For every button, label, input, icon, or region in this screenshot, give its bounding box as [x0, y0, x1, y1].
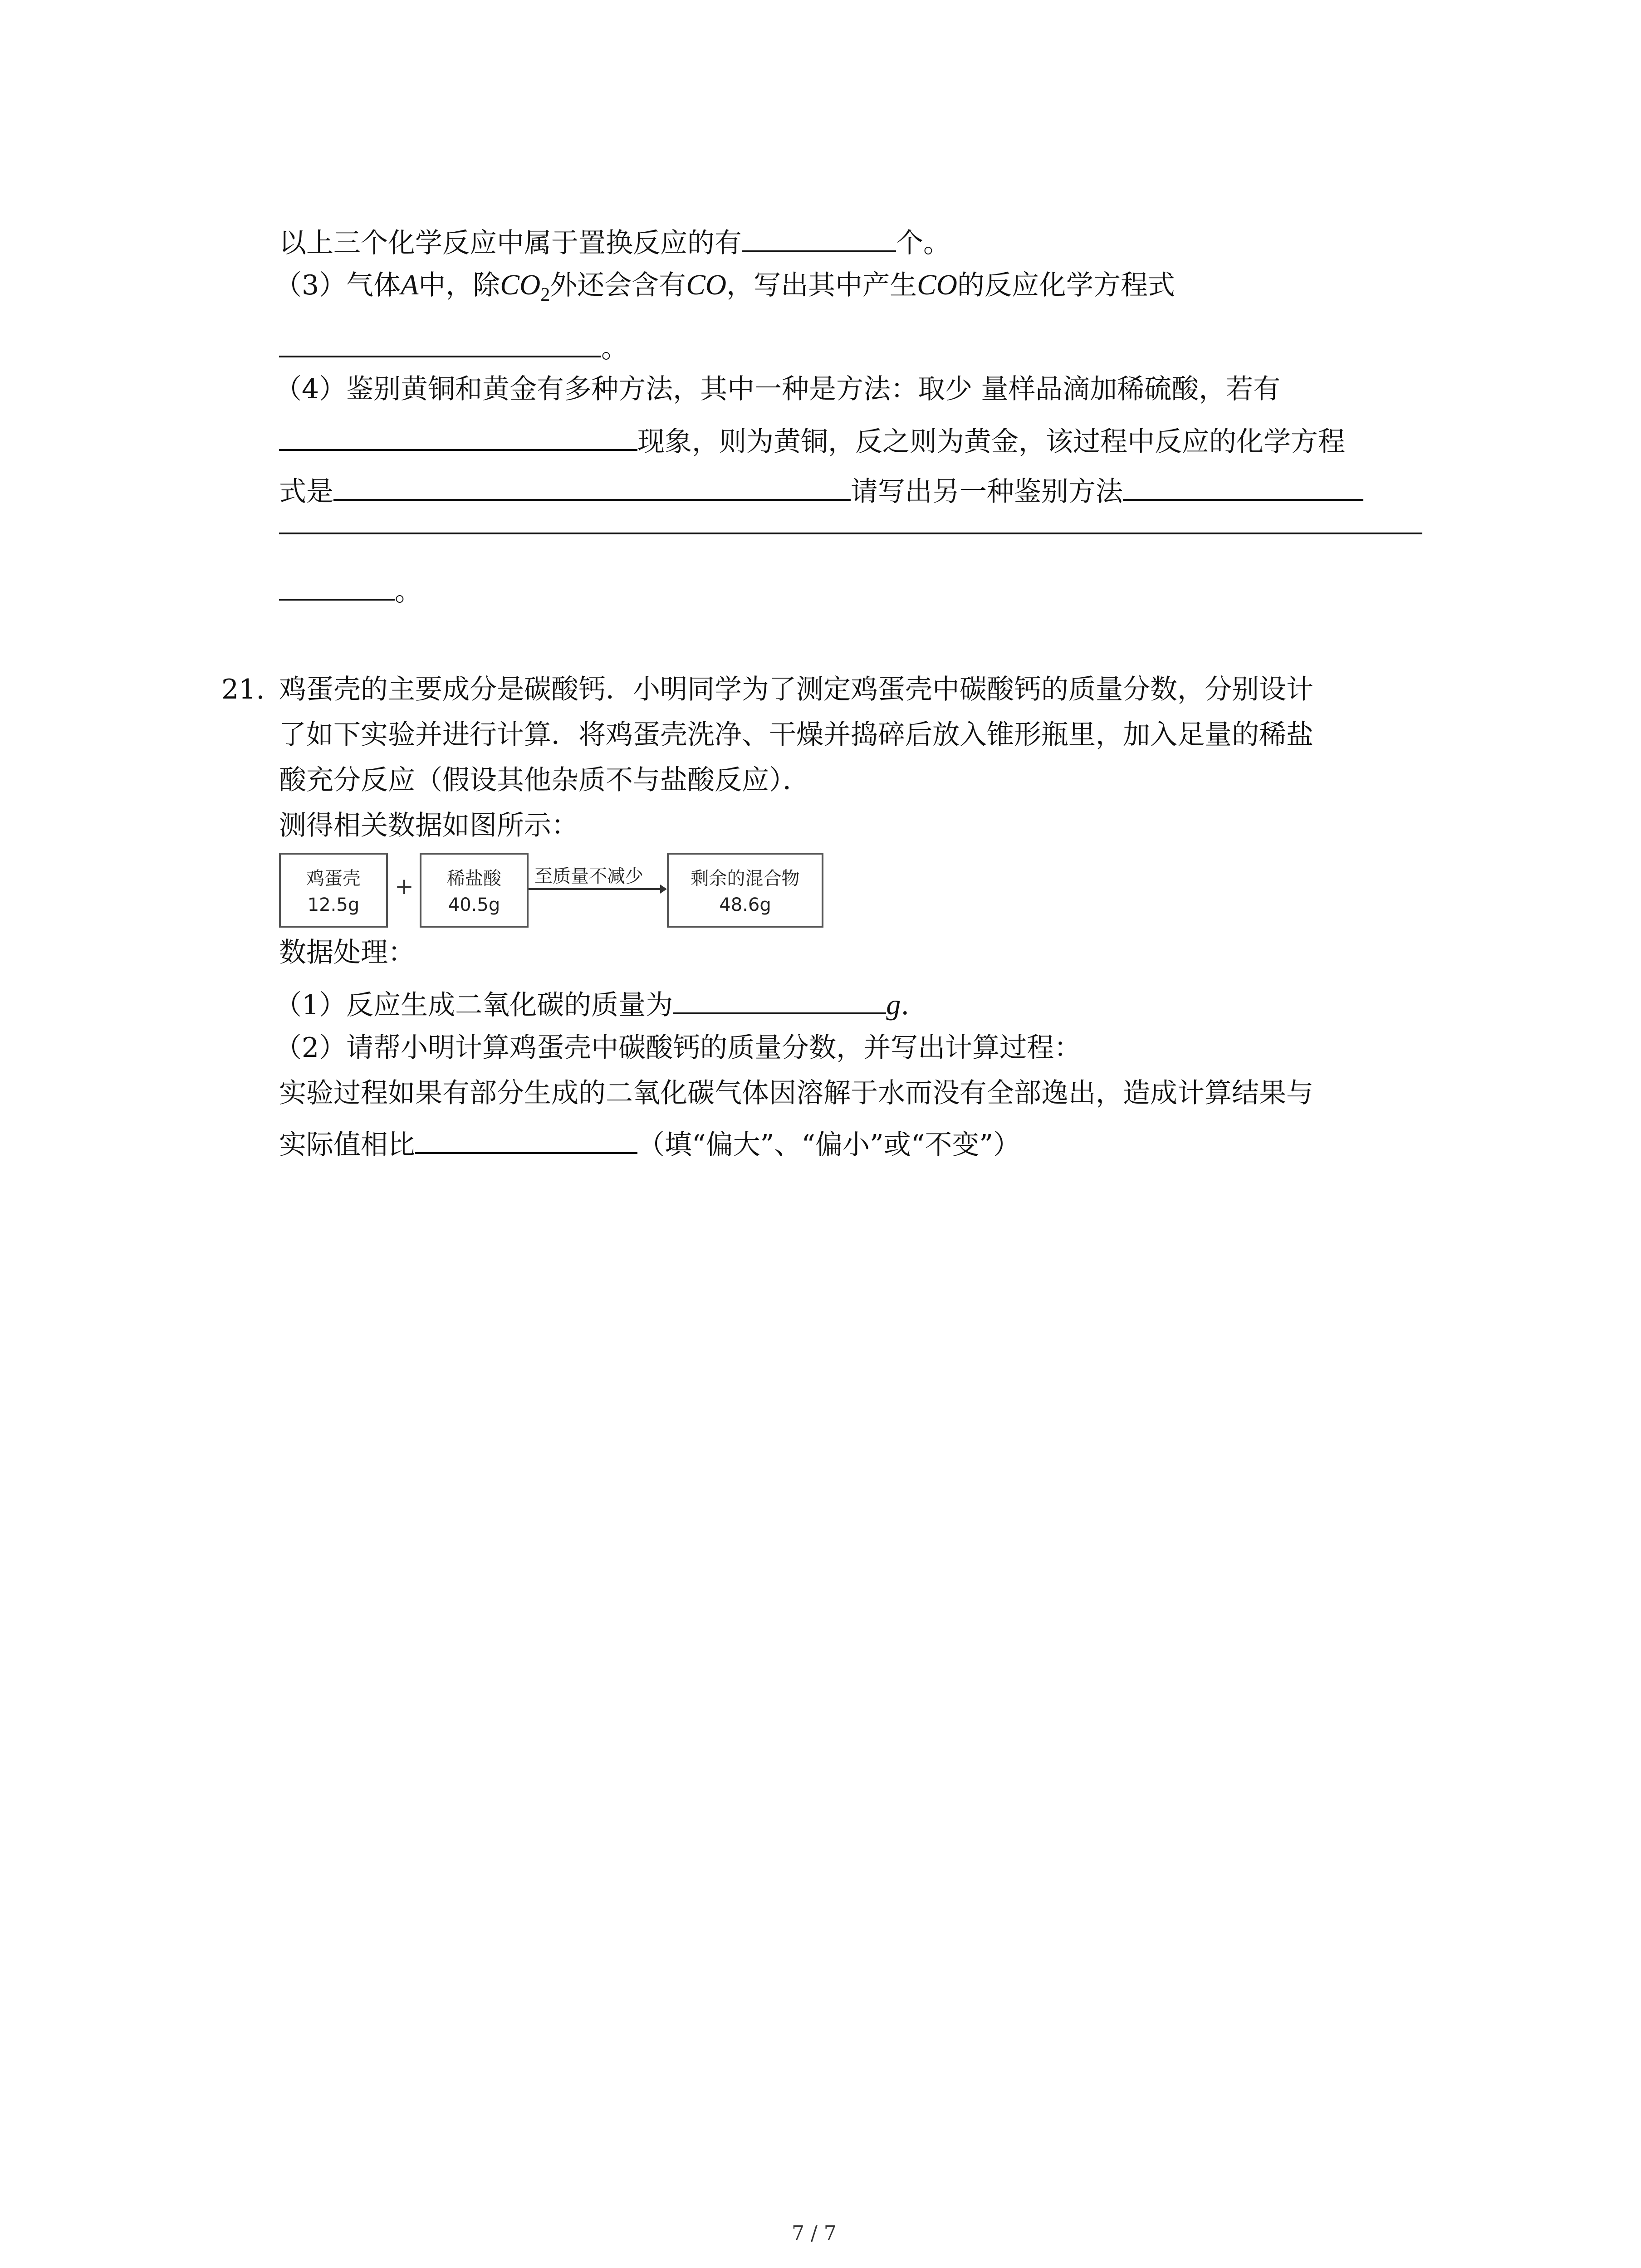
math-A: A [401, 269, 419, 301]
text: 以上三个化学反应中属于置换反应的有 [279, 227, 742, 259]
text: 请写出另一种鉴别方法 [851, 476, 1123, 508]
answer-blank[interactable] [279, 571, 395, 601]
math-co2 [500, 269, 550, 305]
text: 外还会含有 [550, 269, 686, 301]
q21-part-2: （2）请帮小明计算鸡蛋壳中碳酸钙的质量分数，并写出计算过程： [274, 1032, 1082, 1064]
eggshell-mass: 12.5g [307, 894, 360, 915]
question-part-4 [274, 371, 1280, 407]
text: . [901, 989, 910, 1021]
mixture-mass: 48.6g [719, 894, 771, 915]
q21-text-2: 了如下实验并进行计算．将鸡蛋壳洗净、干燥并捣碎后放入锥形瓶里，加入足量的稀盐 [279, 719, 1313, 751]
arrow-icon [529, 880, 667, 898]
answer-blank[interactable] [1123, 471, 1363, 501]
q21-text-3: 酸充分反应（假设其他杂质不与盐酸反应）． [279, 764, 810, 796]
data-processing-label: 数据处理： [279, 937, 415, 968]
arrow-label: 至质量不减少 [534, 866, 643, 887]
page-number: 7 / 7 [792, 2222, 837, 2245]
answer-blank[interactable] [742, 222, 896, 252]
plus-sign: + [395, 873, 414, 899]
answer-line-end [279, 571, 422, 610]
text: 中，除 [418, 269, 500, 301]
q21-part-4 [279, 1124, 1020, 1163]
eggshell-label: 鸡蛋壳 [306, 868, 361, 889]
answer-line-equation [279, 327, 628, 367]
q21-text-4: 测得相关数据如图所示： [279, 810, 578, 841]
fill-line-q3-count [279, 222, 950, 261]
math-g: g [886, 988, 901, 1021]
text: 式是 [279, 476, 333, 508]
text: （填“偏大”、“偏小”或“不变”） [637, 1129, 1021, 1161]
hcl-box [420, 853, 529, 928]
question-part-4-line3 [279, 471, 1363, 510]
hcl-label: 稀盐酸 [447, 868, 501, 889]
text: 的反应化学方程式 [957, 269, 1175, 301]
text: 个。 [896, 227, 950, 259]
q21-text-1: 鸡蛋壳的主要成分是碳酸钙．小明同学为了测定鸡蛋壳中碳酸钙的质量分数，分别设计 [279, 674, 1313, 705]
question-number: 21. [221, 674, 265, 705]
text: （4）鉴别黄铜和黄金有多种方法，其中一种是方法：取少 量样品滴加稀硫酸，若有 [274, 373, 1281, 405]
question-part-4-line2 [279, 421, 1345, 460]
text: 。 [395, 576, 422, 607]
text: 实际值相比 [279, 1129, 415, 1161]
question-part-3 [274, 267, 1175, 313]
math-co2-base: CO [500, 269, 541, 301]
hcl-mass: 40.5g [448, 894, 500, 915]
answer-blank[interactable] [673, 984, 886, 1014]
text: 现象，则为黄铜，反之则为黄金，该过程中反应的化学方程 [637, 426, 1345, 458]
text: （1）反应生成二氧化碳的质量为 [274, 989, 673, 1021]
answer-blank[interactable] [415, 1124, 637, 1154]
answer-blank[interactable] [333, 471, 851, 501]
answer-blank[interactable] [279, 327, 601, 357]
mixture-label: 剩余的混合物 [691, 868, 800, 889]
text: ，写出其中产生 [726, 269, 917, 301]
text: （3）气体 [274, 269, 401, 301]
answer-blank-full-line[interactable] [279, 533, 1422, 534]
math-co: CO [917, 269, 957, 301]
q21-part-1 [274, 984, 909, 1023]
math-co: CO [686, 269, 727, 301]
mixture-box [667, 853, 823, 928]
answer-blank[interactable] [279, 421, 637, 451]
eggshell-box [279, 853, 388, 928]
q21-part-3: 实验过程如果有部分生成的二氧化碳气体因溶解于水而没有全部逸出，造成计算结果与 [279, 1077, 1313, 1109]
math-co2-sub: 2 [540, 284, 550, 305]
text: 。 [601, 332, 628, 364]
